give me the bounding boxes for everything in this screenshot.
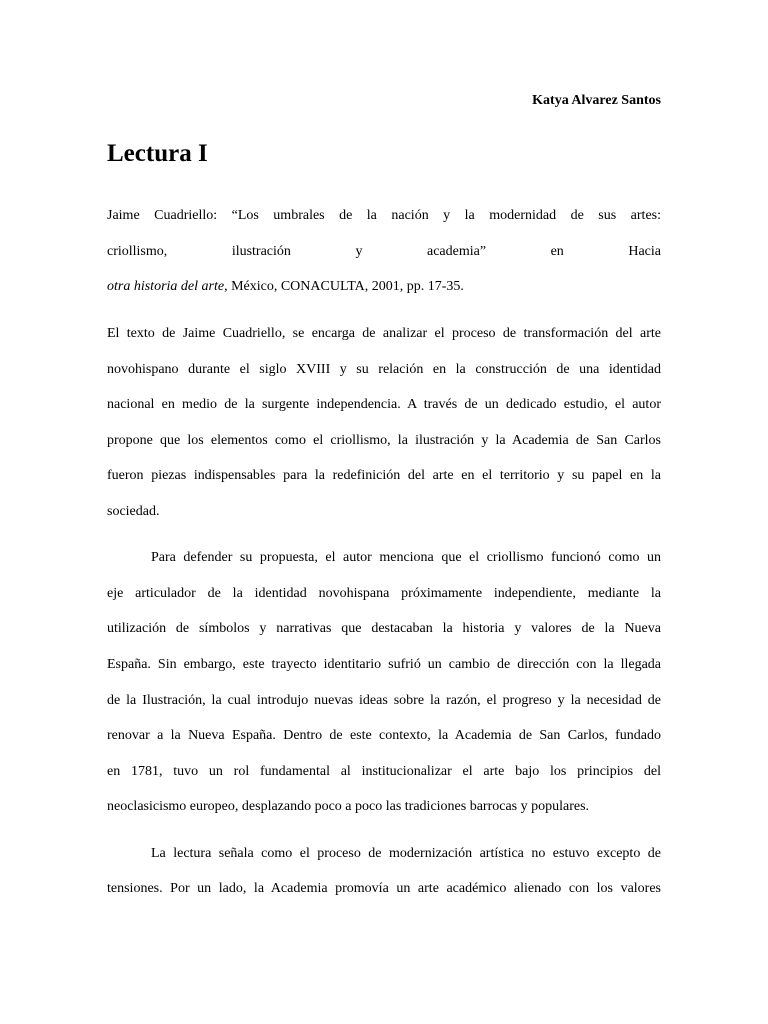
citation-book-title: otra historia del arte (107, 279, 225, 294)
paragraph-2-line-8: neoclasicismo europeo, desplazando poco a poco las tradiciones barrocas y populares. (107, 799, 590, 814)
paragraph-3-line-1: La lectura señala como el proceso de modernización artística no estuvo excepto de (151, 846, 661, 861)
paragraph-1-line-6: sociedad. (107, 504, 160, 519)
paragraph-2-line-4: España. Sin embargo, este trayecto identitario sufrió un cambio de dirección con la llegada (107, 657, 661, 672)
paragraph-2-line-3: utilización de símbolos y narrativas que destacaban la historia y valores de la Nueva (107, 621, 661, 636)
paragraph-1-line-5: fueron piezas indispensables para la redefinición del arte en el territorio y su papel en la (107, 468, 661, 483)
paragraph-1-line-2: novohispano durante el siglo XVIII y su relación en la construcción de una identidad (107, 362, 661, 377)
paragraph-2-line-2: eje articulador de la identidad novohispana próximamente independiente, mediante la (107, 586, 661, 601)
citation-publication: , México, CONACULTA, 2001, pp. 17-35. (224, 279, 464, 294)
paragraph-3-line-2: tensiones. Por un lado, la Academia promovía un arte académico alienado con los valores (107, 881, 661, 896)
paragraph-2-line-5: de la Ilustración, la cual introdujo nuevas ideas sobre la razón, el progreso y la necesidad de (107, 693, 661, 708)
page-title: Lectura I (107, 140, 208, 167)
paragraph-1-line-1: El texto de Jaime Cuadriello, se encarga de analizar el proceso de transformación del arte (107, 326, 661, 341)
author-name: Katya Alvarez Santos (532, 93, 661, 108)
citation-line-3 (107, 277, 661, 297)
citation-line-2: criollismo, ilustración y academia” en Hacia (107, 244, 661, 259)
paragraph-2-line-1: Para defender su propuesta, el autor menciona que el criollismo funcionó como un (151, 550, 661, 565)
paragraph-1-line-4: propone que los elementos como el criollismo, la ilustración y la Academia de San Carlos (107, 433, 661, 448)
paragraph-2-line-6: renovar a la Nueva España. Dentro de este contexto, la Academia de San Carlos, fundado (107, 728, 661, 743)
paragraph-1-line-3: nacional en medio de la surgente independencia. A través de un dedicado estudio, el autor (107, 397, 661, 412)
paragraph-2-line-7: en 1781, tuvo un rol fundamental al institucionalizar el arte bajo los principios del (107, 764, 661, 779)
citation-line-1: Jaime Cuadriello: “Los umbrales de la nación y la modernidad de sus artes: (107, 208, 661, 223)
